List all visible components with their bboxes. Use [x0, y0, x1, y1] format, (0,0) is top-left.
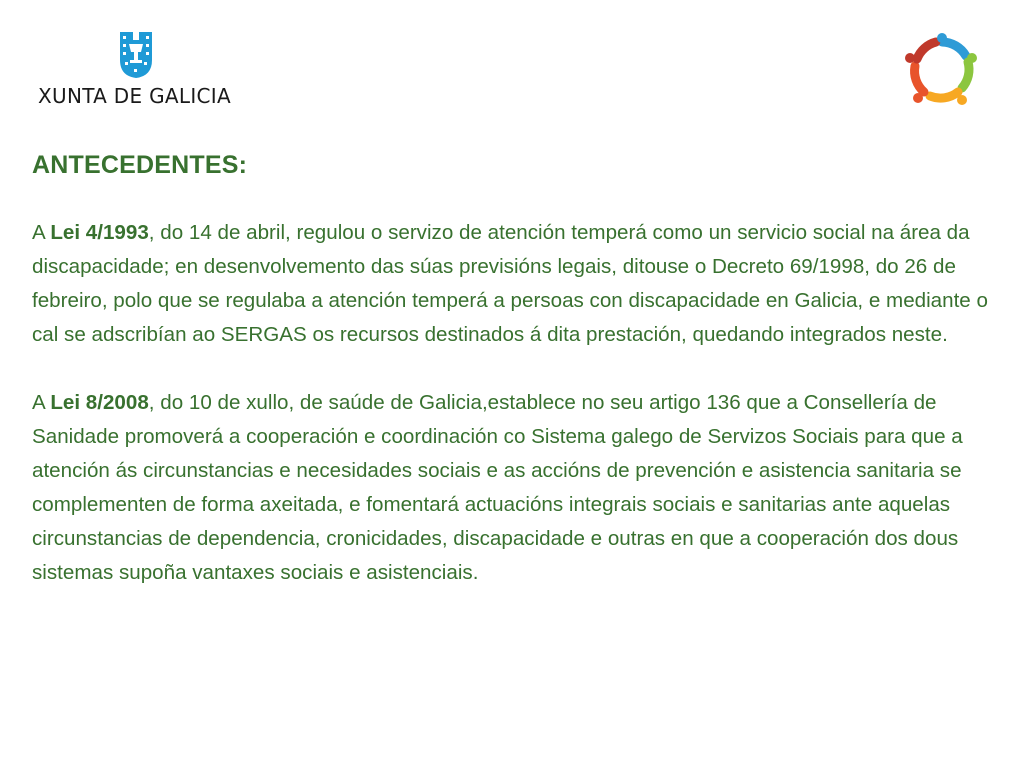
xunta-logo: [38, 30, 238, 110]
paragraph-prefix: A: [32, 221, 51, 244]
main-content: [32, 148, 1004, 624]
law-reference: Lei 4/1993: [50, 221, 149, 244]
paragraph-text: , do 14 de abril, regulou o servizo de atención temperá como un servicio social na área da discapacidade; en desenvolvemento das súas previsións legais, ditouse o Decreto 69/1998, do 26 de febreiro, polo que se regulaba a atención temperá a persoas con discapacidade en Galicia, e mediante o cal se adscribían ao SERGAS os recursos destinados á dita prestación, quedando integrados neste.: [32, 221, 988, 346]
paragraph-text: , do 10 de xullo, de saúde de Galicia,establece no seu artigo 136 que a Consellería de Sanidade promoverá a cooperación e coordinación co Sistema galego de Servizos Sociais para que a atención ás circunstancias e necesidades sociais e as accións de prevención e asistencia sanitaria se complementen de forma axeitada, e fomentará actuacións integrais sociais e sanitarias ante aquelas circunstancias de dependencia, cronicidades, discapacidade e outras en que a cooperación dos dous sistemas supoña vantaxes sociais e asistenciais.: [32, 391, 963, 584]
coat-of-arms-icon: [118, 30, 154, 80]
paragraph-lei-4-1993: [32, 216, 1004, 352]
org-name: XUNTA DE GALICIA: [38, 84, 231, 108]
people-circle-icon: [904, 32, 980, 108]
paragraph-lei-8-2008: [32, 386, 1004, 590]
page-title: ANTECEDENTES:: [32, 151, 248, 179]
paragraph-prefix: A: [32, 391, 51, 414]
law-reference: Lei 8/2008: [50, 391, 149, 414]
